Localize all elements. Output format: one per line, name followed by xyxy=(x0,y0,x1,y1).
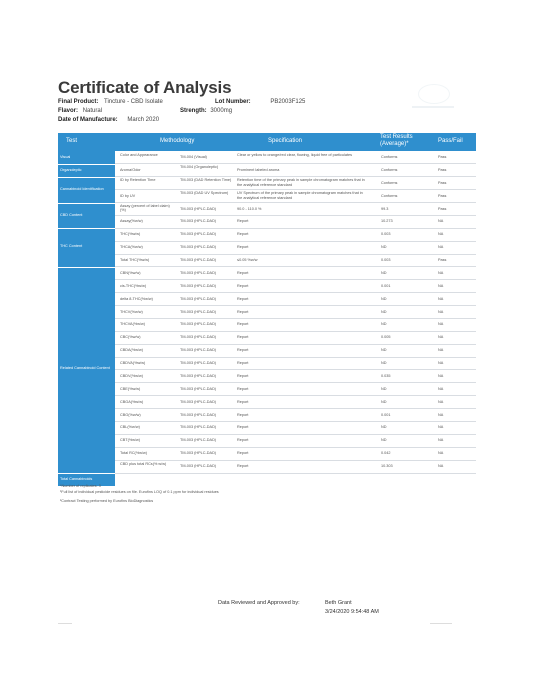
cell-pass-fail: NA xyxy=(438,232,444,237)
cell-method: TM-003 (HPLC-DAD) xyxy=(180,412,217,417)
strength-label: Strength: xyxy=(180,108,207,114)
cell-result: 0.042 xyxy=(381,451,391,456)
row-divider xyxy=(115,176,476,177)
row-divider xyxy=(115,460,476,461)
cell-test: THCVA(%w/w) xyxy=(120,322,146,327)
cell-method: TM-003 (DAD Retention Time) xyxy=(180,178,232,183)
cell-spec: Report xyxy=(237,283,249,288)
cell-spec: Report xyxy=(237,348,249,353)
cell-result: ND xyxy=(381,245,387,250)
row-divider xyxy=(115,279,476,280)
cell-spec: Report xyxy=(237,322,249,327)
cell-test: CBE(%w/w) xyxy=(120,386,141,391)
cell-spec: Report xyxy=(237,464,249,469)
cell-test: CBDVA(%w/w) xyxy=(120,361,146,366)
cell-pass-fail: NA xyxy=(438,296,444,301)
cell-method: TM-003 (HPLC-DAD) xyxy=(180,283,217,288)
cell-spec: UV Spectrum of the primary peak in sample chromatogram matches that in the analytical reference standard xyxy=(237,191,363,200)
cell-spec: Report xyxy=(237,296,249,301)
cell-spec: Report xyxy=(237,451,249,456)
cell-pass-fail: NA xyxy=(438,438,444,443)
cell-test: CBD plus total RCs(% w/w) xyxy=(120,461,167,466)
row-divider xyxy=(115,369,476,370)
cell-result: 0.003 xyxy=(381,232,391,237)
cell-pass-fail: Pass xyxy=(438,206,447,211)
header-results-line1: Test Results xyxy=(380,134,413,140)
cell-pass-fail: NA xyxy=(438,412,444,417)
cell-test: Total RC(%w/w) xyxy=(120,451,148,456)
cell-method: TM-004 (Organoleptic) xyxy=(180,165,219,170)
row-divider xyxy=(115,163,476,164)
cell-test: CBT(%w/w) xyxy=(120,438,141,443)
cell-result: Conforms xyxy=(381,167,398,172)
cell-result: Conforms xyxy=(381,193,398,198)
row-divider xyxy=(115,357,476,358)
row-divider xyxy=(115,331,476,332)
row-divider xyxy=(115,189,476,190)
cell-result: ND xyxy=(381,438,387,443)
cell-test: CBC(%w/w) xyxy=(120,335,141,340)
cell-test: ID by Retention Time xyxy=(120,178,156,183)
row-divider xyxy=(115,266,476,267)
cell-spec: Report xyxy=(237,438,249,443)
cell-spec: Report xyxy=(237,219,249,224)
cell-test: CBDA(%w/w) xyxy=(120,348,143,353)
category-label: CBD Content xyxy=(60,212,83,217)
cell-method: TM-003 (HPLC-DAD) xyxy=(180,451,217,456)
header-specification: Specification xyxy=(268,138,303,144)
category-divider xyxy=(58,203,115,204)
category-divider xyxy=(58,177,115,178)
cell-pass-fail: NA xyxy=(438,335,444,340)
category-divider xyxy=(58,228,115,229)
cell-test: ID by UV xyxy=(120,193,136,198)
cell-test: Color and Appearance xyxy=(120,152,158,157)
page-title: Certificate of Analysis xyxy=(58,78,232,97)
final-product-label: Final Product: xyxy=(58,99,99,105)
footer-mark-left xyxy=(58,623,72,624)
row-divider xyxy=(115,408,476,409)
cell-method: TM-003 (HPLC-DAD) xyxy=(180,335,217,340)
cell-test: Total THC(%w/w) xyxy=(120,258,150,263)
cell-test: delta 8-THC(%w/w) xyxy=(120,296,153,301)
table-header xyxy=(58,133,476,151)
header-test: Test xyxy=(66,138,78,144)
category-label: Visual xyxy=(60,154,71,159)
cell-method: TM-004 (Visual) xyxy=(180,155,207,159)
header-pass-fail: Pass/Fail xyxy=(438,138,463,144)
cell-method: TM-003 (HPLC-DAD) xyxy=(180,348,217,353)
faded-logo-caption xyxy=(412,106,454,108)
cell-spec: Report xyxy=(237,386,249,391)
row-divider xyxy=(115,382,476,383)
cell-pass-fail: NA xyxy=(438,399,444,404)
cell-pass-fail: Pass xyxy=(438,167,447,172)
cell-method: TM-003 (HPLC-DAD) xyxy=(180,232,217,237)
footnote-contract-testing: ²Contract Testing performed by Eurofins BioDiagnostics xyxy=(60,499,154,503)
cell-test: Assay(%w/w) xyxy=(120,219,143,224)
cell-result: 0.003 xyxy=(381,258,391,263)
category-divider xyxy=(58,267,115,268)
header-methodology: Methodology xyxy=(160,138,195,144)
cell-method: TM-003 (HPLC-DAD) xyxy=(180,258,217,263)
cell-test: CBG(%w/w) xyxy=(120,412,141,417)
row-divider xyxy=(115,473,476,474)
cell-result: Conforms xyxy=(381,180,398,185)
cell-result: ND xyxy=(381,361,387,366)
manufacture-date-line xyxy=(58,117,159,123)
flavor-line xyxy=(58,108,102,114)
manufacture-date-value: March 2020 xyxy=(127,117,160,123)
lot-number-line xyxy=(215,99,305,105)
final-product-value: Tincture - CBD Isolate xyxy=(104,99,163,105)
cell-result: ND xyxy=(381,348,387,353)
cell-spec: Report xyxy=(237,232,249,237)
cell-method: TM-003 (HPLC-DAD) xyxy=(180,270,217,275)
cell-method: TM-003 (HPLC-DAD) xyxy=(180,206,217,211)
cell-spec: Clear or yellow to orange/red clear, flowing, liquid free of particulates xyxy=(237,152,353,157)
manufacture-date-label: Date of Manufacture: xyxy=(58,117,118,123)
cell-pass-fail: NA xyxy=(438,425,444,430)
lot-number-label: Lot Number: xyxy=(215,99,251,105)
category-label: Total Cannabinoids xyxy=(60,476,93,481)
cell-spec: ≤0.05 %w/w xyxy=(237,258,258,263)
cell-method: TM-003 (HPLC-DAD) xyxy=(180,219,217,224)
cell-spec: Report xyxy=(237,309,249,314)
row-divider xyxy=(115,318,476,319)
cell-method: TM-003 (HPLC-DAD) xyxy=(180,438,217,443)
footnote-replicates: *Number of replicates: 3 xyxy=(60,484,101,488)
cell-spec: Retention time of the primary peak in sample chromatogram matches that in the analytical reference standard xyxy=(237,178,365,187)
cell-spec: Report xyxy=(237,361,249,366)
row-divider xyxy=(115,241,476,242)
cell-pass-fail: Pass xyxy=(438,258,447,263)
cell-test: THCA(%w/w) xyxy=(120,245,143,250)
cell-method: TM-003 (HPLC-DAD) xyxy=(180,399,217,404)
cell-test: Assay (percent of label claim)(%) xyxy=(120,204,170,213)
flavor-label: Flavor: xyxy=(58,108,79,114)
category-label: Organoleptic xyxy=(60,167,82,172)
cell-result: 0.035 xyxy=(381,373,391,378)
cell-test: CBL(%w/w) xyxy=(120,425,140,430)
cell-result: 0.001 xyxy=(381,283,391,288)
cell-result: ND xyxy=(381,399,387,404)
cell-test: cis-THC(%w/w) xyxy=(120,283,147,288)
cell-spec: Report xyxy=(237,245,249,250)
category-divider xyxy=(58,164,115,165)
cell-pass-fail: NA xyxy=(438,245,444,250)
cell-pass-fail: NA xyxy=(438,322,444,327)
cell-result: ND xyxy=(381,270,387,275)
cell-spec: Report xyxy=(237,425,249,430)
cell-test: Aroma/Odor xyxy=(120,167,141,172)
cell-result: 99.3 xyxy=(381,206,389,211)
cell-pass-fail: NA xyxy=(438,373,444,378)
review-datetime: 3/24/2020 9:54:48 AM xyxy=(325,609,379,615)
cell-test: THCV(%w/w) xyxy=(120,309,143,314)
row-divider xyxy=(115,292,476,293)
row-divider xyxy=(115,215,476,216)
cell-method: TM-003 (HPLC-DAD) xyxy=(180,464,217,469)
cell-method: TM-003 (HPLC-DAD) xyxy=(180,361,217,366)
header-test-results xyxy=(380,134,413,148)
cell-test: THC(%w/w) xyxy=(120,232,141,237)
cell-result: 0.001 xyxy=(381,412,391,417)
row-divider xyxy=(115,254,476,255)
row-divider xyxy=(115,228,476,229)
cell-result: ND xyxy=(381,309,387,314)
cell-spec: Report xyxy=(237,270,249,275)
cell-method: TM-003 (HPLC-DAD) xyxy=(180,386,217,391)
cell-method: TM-003 (DAD UV Spectrum) xyxy=(180,191,229,196)
cell-test: CBN(%w/w) xyxy=(120,270,141,275)
cell-test: CBGA(%w/w) xyxy=(120,399,144,404)
cell-method: TM-003 (HPLC-DAD) xyxy=(180,309,217,314)
category-label: Cannabinoid Identification xyxy=(60,187,104,192)
cell-spec: Report xyxy=(237,412,249,417)
reviewer-name: Beth Grant xyxy=(325,600,352,606)
cell-result: 0.005 xyxy=(381,335,391,340)
cell-method: TM-003 (HPLC-DAD) xyxy=(180,245,217,250)
row-divider xyxy=(115,395,476,396)
cell-result: ND xyxy=(381,322,387,327)
faded-logo-icon xyxy=(418,84,450,104)
flavor-value: Natural xyxy=(82,108,103,114)
cell-result: ND xyxy=(381,296,387,301)
row-divider xyxy=(115,344,476,345)
row-divider xyxy=(115,434,476,435)
cell-pass-fail: Pass xyxy=(438,180,447,185)
lot-number-value: PB2003F125 xyxy=(270,99,306,105)
cell-spec: Prominent labeled aroma xyxy=(237,167,280,172)
cell-result: ND xyxy=(381,425,387,430)
cell-spec: 90.0 - 110.0 % xyxy=(237,206,262,211)
footnote-pesticides: ¹Full list of individual pesticide residues on file. Eurofins LOQ of 0.1 ppm for individual residues xyxy=(60,490,219,494)
cell-pass-fail: NA xyxy=(438,219,444,224)
header-results-line2: (Average)* xyxy=(380,141,409,147)
cell-pass-fail: NA xyxy=(438,348,444,353)
category-label: Related Cannabinoid Content xyxy=(60,365,110,370)
cell-pass-fail: Pass xyxy=(438,193,447,198)
cell-method: TM-003 (HPLC-DAD) xyxy=(180,296,217,301)
cell-method: TM-003 (HPLC-DAD) xyxy=(180,373,217,378)
cell-pass-fail: NA xyxy=(438,270,444,275)
cell-pass-fail: NA xyxy=(438,386,444,391)
footer-mark-right xyxy=(430,623,452,624)
cell-method: TM-003 (HPLC-DAD) xyxy=(180,425,217,430)
cell-pass-fail: NA xyxy=(438,464,444,469)
cell-result: 10.273 xyxy=(381,219,393,224)
final-product-line xyxy=(58,99,163,105)
row-divider xyxy=(115,447,476,448)
cell-spec: Report xyxy=(237,335,249,340)
strength-line xyxy=(180,108,232,114)
cell-result: Conforms xyxy=(381,155,398,159)
review-label: Data Reviewed and Approved by: xyxy=(218,600,300,606)
category-divider xyxy=(58,473,115,474)
cell-result: ND xyxy=(381,386,387,391)
cell-pass-fail: NA xyxy=(438,451,444,456)
cell-spec: Report xyxy=(237,373,249,378)
cell-test: CBDV(%w/w) xyxy=(120,373,143,378)
cell-pass-fail: NA xyxy=(438,361,444,366)
cell-method: TM-003 (HPLC-DAD) xyxy=(180,322,217,327)
cell-pass-fail: Pass xyxy=(438,155,447,159)
cell-result: 10.303 xyxy=(381,464,393,469)
row-divider xyxy=(115,305,476,306)
strength-value: 3000mg xyxy=(210,108,233,114)
cell-pass-fail: NA xyxy=(438,309,444,314)
category-label: THC Content xyxy=(60,243,83,248)
cell-pass-fail: NA xyxy=(438,283,444,288)
cell-spec: Report xyxy=(237,399,249,404)
row-divider xyxy=(115,202,476,203)
row-divider xyxy=(115,421,476,422)
